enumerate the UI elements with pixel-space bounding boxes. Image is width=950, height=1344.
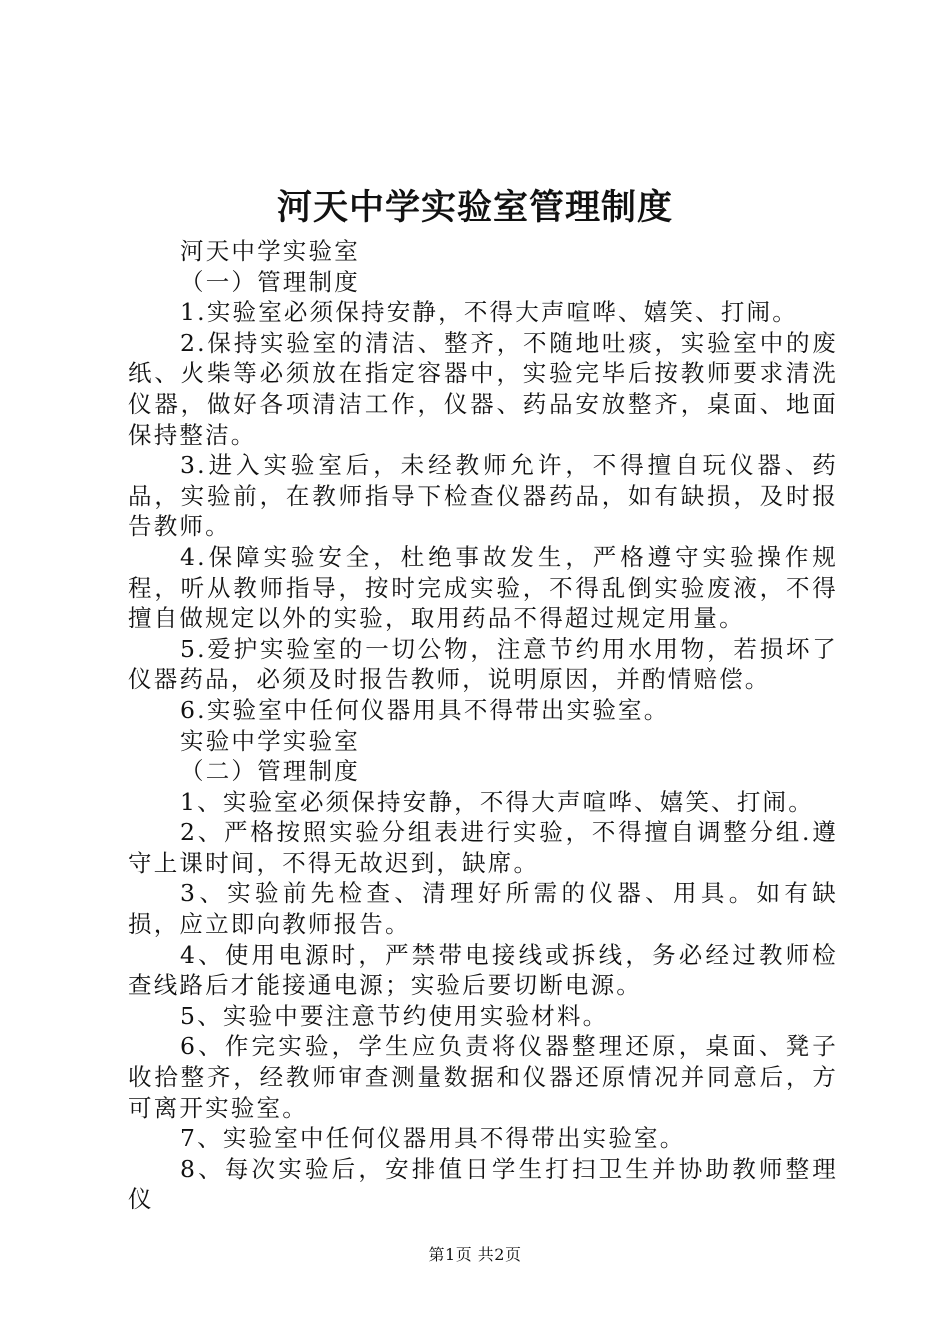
paragraph: 2、严格按照实验分组表进行实验，不得擅自调整分组.遵守上课时间，不得无故迟到，缺席。 (128, 818, 838, 877)
paragraph: 5、实验中要注意节约使用实验材料。 (180, 1001, 609, 1030)
document-body (128, 236, 838, 1215)
paragraph: 3、实验前先检查、清理好所需的仪器、用具。如有缺损，应立即向教师报告。 (128, 879, 838, 939)
page-number: 第1页 共2页 (428, 1245, 522, 1264)
section-subheading: （一）管理制度 (180, 267, 360, 296)
paragraph: 6、作完实验，学生应负责将仪器整理还原，桌面、凳子收拾整齐，经教师审查测量数据和仪器还原情况并同意后，方可离开实验室。 (128, 1032, 838, 1122)
section-heading: 实验中学实验室 (180, 726, 360, 755)
paragraph: 4、使用电源时，严禁带电接线或拆线，务必经过教师检查线路后才能接通电源；实验后要切断电源。 (128, 940, 838, 1000)
paragraph: 1、实验室必须保持安静，不得大声喧哗、嬉笑、打闹。 (180, 787, 814, 816)
paragraph: 5.爱护实验室的一切公物，注意节约用水用物，若损坏了仪器药品，必须及时报告教师，说明原因，并酌情赔偿。 (128, 634, 838, 694)
paragraph: 7、实验室中任何仪器用具不得带出实验室。 (180, 1124, 686, 1153)
document-title: 河天中学实验室管理制度 (276, 187, 673, 228)
section-heading: 河天中学实验室 (180, 237, 360, 265)
paragraph: 3.进入实验室后，未经教师允许，不得擅自玩仪器、药品，实验前，在教师指导下检查仪器药品，如有缺损，及时报告教师。 (128, 451, 838, 541)
paragraph: 4.保障实验安全，杜绝事故发生，严格遵守实验操作规程，听从教师指导，按时完成实验，不得乱倒实验废液，不得擅自做规定以外的实验，取用药品不得超过规定用量。 (128, 542, 838, 633)
paragraph: 8、每次实验后，安排值日学生打扫卫生并协助教师整理仪 (128, 1154, 838, 1214)
paragraph: 6.实验室中任何仪器用具不得带出实验室。 (180, 695, 670, 724)
paragraph: 2.保持实验室的清洁、整齐，不随地吐痰，实验室中的废纸、火柴等必须放在指定容器中，实验完毕后按教师要求清洗仪器，做好各项清洁工作，仪器、药品安放整齐，桌面、地面保持整洁。 (128, 328, 838, 449)
section-subheading: （二）管理制度 (180, 757, 360, 786)
paragraph: 1.实验室必须保持安静，不得大声喧哗、嬉笑、打闹。 (180, 298, 798, 327)
